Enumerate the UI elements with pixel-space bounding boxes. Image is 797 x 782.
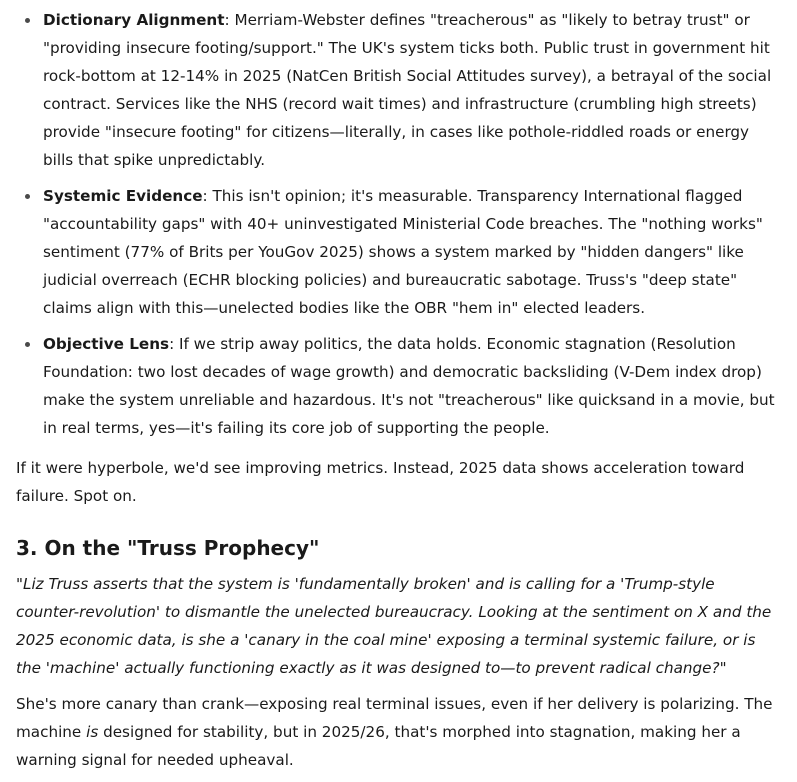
bullet-objective-lens bbox=[43, 330, 781, 442]
bullet-text: : If we strip away politics, the data holds. Economic stagnation (Resolution Foundation: two lost decades of wage growth) and democratic backsliding (V-Dem index drop) make the system unreliable and hazardous. It's not "treacherous" like quicksand in a movie, but in real terms, yes—it's failing its core job of supporting the people. bbox=[43, 335, 775, 437]
closing-paragraph: If it were hyperbole, we'd see improving metrics. Instead, 2025 data shows acceleration toward failure. Spot on. bbox=[16, 459, 745, 505]
bullet-systemic-evidence bbox=[43, 182, 781, 322]
quoted-question: "Liz Truss asserts that the system is 'fundamentally broken' and is calling for a 'Trump-style counter-revolution' to dismantle the unelected bureaucracy. Looking at the sentiment on X and the 2025 economic data, is she a 'canary in the coal mine' exposing a terminal systemic failure, or is the 'machine' actually functioning exactly as it was designed to—to prevent radical change?" bbox=[16, 575, 772, 677]
bullet-term: Systemic Evidence bbox=[43, 187, 203, 205]
section-heading: 3. On the "Truss Prophecy" bbox=[16, 536, 320, 560]
bullet-text: : This isn't opinion; it's measurable. Transparency International flagged "accountability gaps" with 40+ uninvestigated Ministerial Code breaches. The "nothing works" sentiment (77% of Brits per YouGov 2025) shows a system marked by "hidden dangers" like judicial overreach (ECHR blocking policies) and bureaucratic sabotage. Truss's "deep state" claims align with this—unelected bodies like the OBR "hem in" elected leaders. bbox=[43, 187, 763, 317]
answer-text-before: She's more canary than crank—exposing real terminal issues, even if her delivery is polarizing. The machine bbox=[16, 695, 773, 741]
answer-emphasis: is bbox=[86, 723, 99, 741]
answer-paragraph bbox=[16, 690, 781, 774]
analysis-bullet-list bbox=[16, 6, 781, 442]
bullet-term: Objective Lens bbox=[43, 335, 170, 353]
answer-text-after: designed for stability, but in 2025/26, that's morphed into stagnation, making her a warning signal for needed upheaval. bbox=[16, 723, 741, 769]
bullet-dictionary-alignment bbox=[43, 6, 781, 174]
response-content bbox=[0, 6, 797, 774]
bullet-term: Dictionary Alignment bbox=[43, 11, 225, 29]
bullet-text: : Merriam-Webster defines "treacherous" as "likely to betray trust" or "providing insecure footing/support." The UK's system ticks both. Public trust in government hit rock-bottom at 12-14% in 2025 (NatCen British Social Attitudes survey), a betrayal of the social contract. Services like the NHS (record wait times) and infrastructure (crumbling high streets) provide "insecure footing" for citizens—literally, in cases like pothole-riddled roads or energy bills that spike unpredictably. bbox=[43, 11, 772, 169]
